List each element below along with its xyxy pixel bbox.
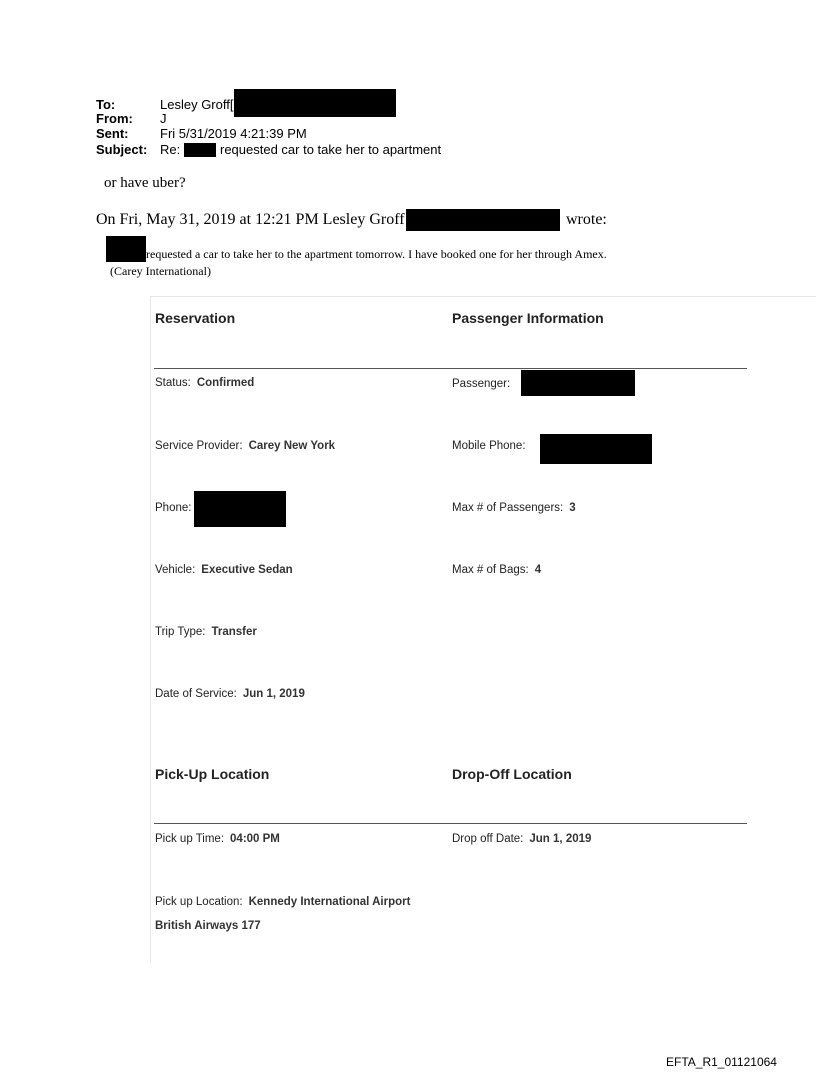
provider-value: Carey New York — [248, 440, 336, 452]
max-bags-value: 4 — [534, 564, 542, 576]
quote-header-text: On Fri, May 31, 2019 at 12:21 PM Lesley Groff — [96, 211, 405, 228]
dropoff-date-value: Jun 1, 2019 — [529, 833, 592, 845]
max-passengers-field — [452, 502, 576, 514]
redaction-box — [406, 209, 560, 231]
passenger-field — [452, 378, 642, 394]
pickup-time-field — [155, 833, 280, 845]
service-provider-field — [155, 440, 335, 452]
to-label: To: — [96, 97, 116, 112]
status-field — [155, 377, 254, 389]
vehicle-label: Vehicle: — [155, 564, 196, 576]
email-header — [96, 97, 516, 163]
pickup-location-label: Pick up Location: — [155, 896, 243, 908]
dropoff-date-field — [452, 833, 591, 845]
quoted-message — [106, 236, 706, 280]
sent-value: Fri 5/31/2019 4:21:39 PM — [160, 126, 307, 141]
max-passengers-value: 3 — [569, 502, 576, 514]
quoted-line-1: requested a car to take her to the apartment tomorrow. I have booked one for her through Amex. — [146, 247, 607, 261]
to-value: Lesley Groff[ — [160, 97, 234, 112]
trip-type-label: Trip Type: — [155, 626, 206, 638]
status-value: Confirmed — [196, 377, 255, 389]
vehicle-field — [155, 564, 293, 576]
from-label: From: — [96, 111, 133, 126]
dropoff-location-title: Drop-Off Location — [452, 766, 572, 782]
trip-type-field — [155, 626, 257, 638]
date-of-service-label: Date of Service: — [155, 688, 237, 700]
divider — [154, 823, 747, 824]
date-of-service-value: Jun 1, 2019 — [242, 688, 305, 700]
sent-label: Sent: — [96, 126, 129, 141]
redaction-box — [540, 434, 652, 464]
max-bags-label: Max # of Bags: — [452, 564, 529, 576]
mobile-phone-field — [452, 440, 662, 456]
date-of-service-field — [155, 688, 305, 700]
subject-label: Subject: — [96, 142, 148, 157]
subject-row — [96, 142, 516, 158]
provider-label: Service Provider: — [155, 440, 243, 452]
pickup-location-title: Pick-Up Location — [155, 766, 270, 782]
dropoff-date-label: Drop off Date: — [452, 833, 524, 845]
flight-info: British Airways 177 — [155, 920, 261, 932]
quote-header — [96, 209, 636, 233]
divider — [154, 368, 747, 369]
phone-label: Phone: — [155, 502, 192, 514]
passenger-label: Passenger: — [452, 378, 511, 390]
max-passengers-label: Max # of Passengers: — [452, 502, 564, 514]
passenger-info-title: Passenger Information — [452, 310, 604, 326]
pickup-location-field — [155, 896, 410, 908]
reservation-title: Reservation — [155, 310, 236, 326]
trip-type-value: Transfer — [211, 626, 257, 638]
redaction-box — [184, 143, 216, 157]
vehicle-value: Executive Sedan — [201, 564, 293, 576]
from-row — [96, 111, 516, 127]
reply-text: or have uber? — [104, 175, 186, 191]
document-id: EFTA_R1_01121064 — [666, 1055, 777, 1069]
quoted-line-2: (Carey International) — [110, 264, 211, 278]
pickup-time-value: 04:00 PM — [230, 833, 280, 845]
mobile-label: Mobile Phone: — [452, 440, 526, 452]
from-value: J — [160, 111, 167, 126]
pickup-location-value: Kennedy International Airport — [248, 896, 411, 908]
redaction-box — [194, 491, 286, 527]
sent-row — [96, 126, 516, 142]
phone-field — [155, 502, 295, 518]
subject-prefix: Re: — [160, 142, 181, 157]
quote-header-wrote: wrote: — [566, 211, 607, 228]
subject-text: requested car to take her to apartment — [220, 142, 442, 157]
pickup-time-label: Pick up Time: — [155, 833, 225, 845]
max-bags-field — [452, 564, 541, 576]
status-label: Status: — [155, 377, 191, 389]
redaction-box — [106, 236, 146, 262]
redaction-box — [521, 370, 635, 396]
